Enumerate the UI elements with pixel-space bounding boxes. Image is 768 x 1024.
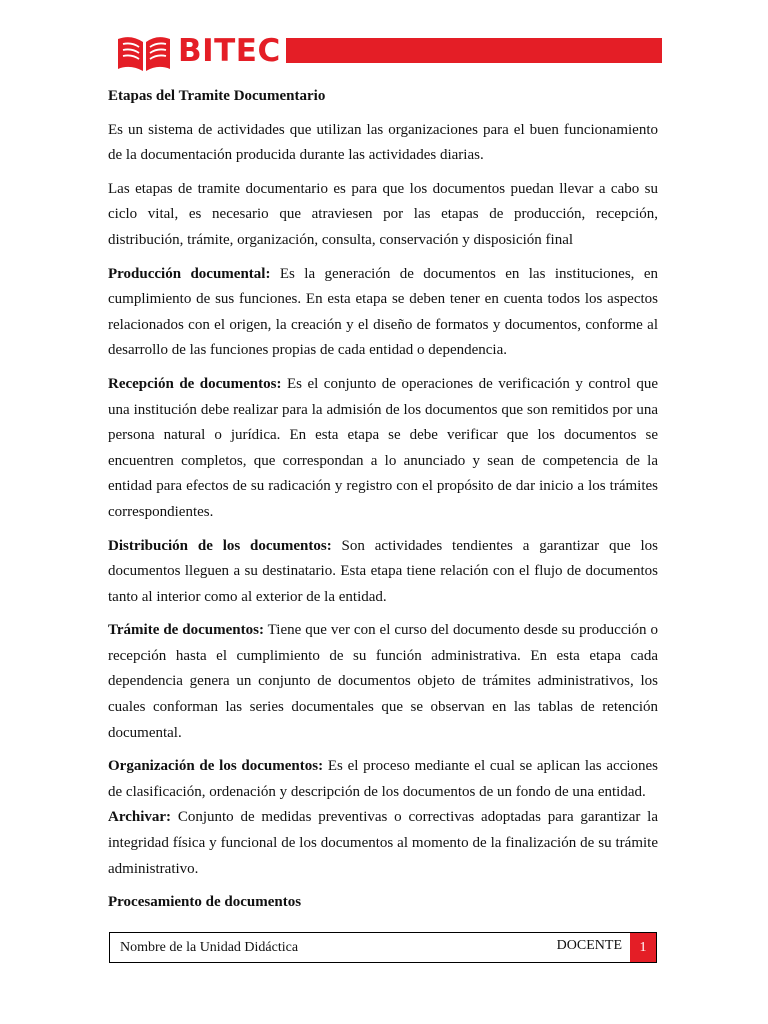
section-paragraph <box>108 805 658 882</box>
section-text: Conjunto de medidas preventivas o correctivas adoptadas para garantizar la integridad física y funcional de los documentos al momento de la finalización de su trámite administrativo. <box>108 809 658 877</box>
page-number: 1 <box>630 933 656 962</box>
section-paragraph <box>108 262 658 364</box>
section-paragraph <box>108 534 658 611</box>
intro-paragraph: Las etapas de tramite documentario es para que los documentos puedan llevar a cabo su ciclo vital, es necesario que atraviesen por las etapas de producción, recepción, distribución, trámite, organización, consulta, conservación y disposición final <box>108 180 658 248</box>
header-accent-bar <box>286 38 662 63</box>
open-book-icon <box>116 33 172 73</box>
section-paragraph <box>108 618 658 746</box>
section-text: Tiene que ver con el curso del documento desde su producción o recepción hasta el cumplimiento de su función administrativa. En esta etapa cada dependencia genera un conjunto de documentos objeto de trámites administrativos, los cuales conforman las series documentales que se observan en las tablas de retención documental. <box>108 622 659 741</box>
page-title: Etapas del Tramite Documentario <box>108 88 326 104</box>
section-term: Distribución de los documentos: <box>108 537 332 554</box>
footer-role: DOCENTE <box>556 938 622 953</box>
footer-unit-name: Nombre de la Unidad Didáctica <box>120 940 299 955</box>
section-text: Son actividades tendientes a garantizar que los documentos lleguen a su destinatario. Esta etapa tiene relación con el flujo de documentos tanto al interior como al exterior de la entidad. <box>108 537 658 605</box>
section-term: Producción documental: <box>108 265 271 282</box>
page-footer <box>109 932 657 963</box>
section-paragraph <box>108 754 658 805</box>
section-term: Organización de los documentos: <box>108 758 324 775</box>
section-paragraph <box>108 372 658 526</box>
section-term: Archivar: <box>108 809 172 826</box>
intro-paragraph: Es un sistema de actividades que utilizan las organizaciones para el buen funcionamiento de la documentación producida durante las actividades diarias. <box>108 121 658 164</box>
subheading: Procesamiento de documentos <box>108 894 302 911</box>
section-term: Trámite de documentos: <box>108 622 264 639</box>
logo-text: BITEC <box>178 33 281 69</box>
document-header <box>0 0 768 80</box>
document-body <box>108 84 658 924</box>
section-term: Recepción de documentos: <box>108 375 282 392</box>
section-text: Es el conjunto de operaciones de verificación y control que una institución debe realizar para la admisión de los documentos que son remitidos por una persona natural o jurídica. En esta etapa se debe verificar que los documentos se encuentren completos, que correspondan a lo anunciado y sean de competencia de la entidad para efectos de su radicación y registro con el propósito de dar inicio a los trámites correspondientes. <box>108 375 658 520</box>
section-text: Es la generación de documentos en las instituciones, en cumplimiento de sus funciones. En esta etapa se deben tener en cuenta todos los aspectos relacionados con el origen, la creación y el diseño de formatos y documentos, conforme al desarrollo de las funciones propias de cada entidad o dependencia. <box>108 265 658 359</box>
section-text: Es el proceso mediante el cual se aplican las acciones de clasificación, ordenación y descripción de los documentos de un fondo de una entidad. <box>108 758 658 800</box>
